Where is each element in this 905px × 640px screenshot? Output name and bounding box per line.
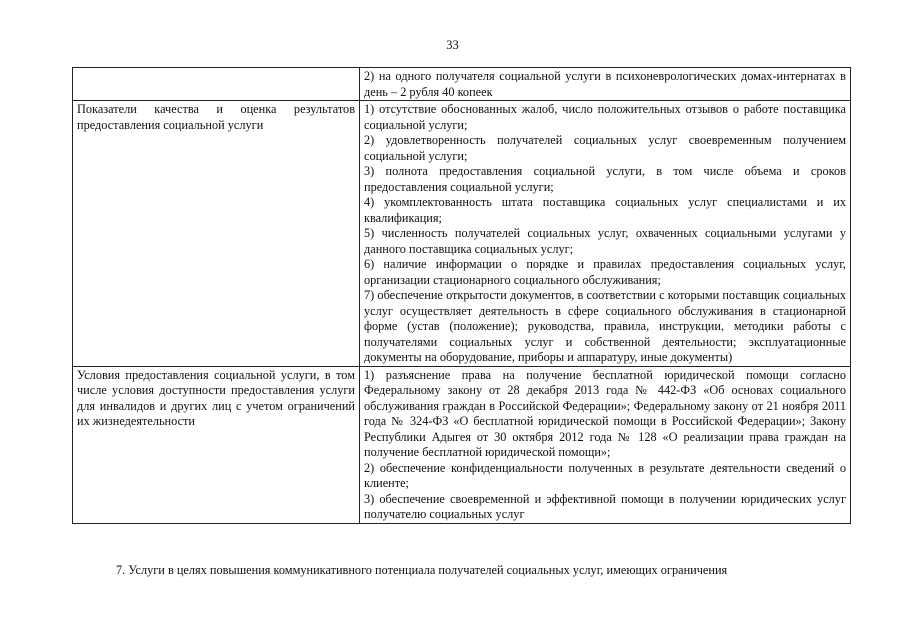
- section-7-heading: 7. Услуги в целях повышения коммуникативного потенциала получателей социальных услуг, имеющих ограничения: [116, 563, 728, 577]
- row-content-conditions: [360, 366, 851, 523]
- quality-item-7: 7) обеспечение открытости документов, в соответствии с которыми поставщик социальных услуг осуществляет деятельность в сфере социального обслуживания в стационарной форме (устав (положение); руководства, правила, инструкции, методики работы с получателями социальных услуг и собственной деятельности; эксплуатационные документы на оборудование, приборы и аппаратуру, иные документы): [364, 288, 846, 364]
- quality-item-3: 3) полнота предоставления социальной услуги, в том числе объема и сроков предоставления социальной услуги;: [364, 164, 846, 194]
- quality-item-2: 2) удовлетворенность получателей социальных услуг своевременным получением социальной услуги;: [364, 133, 846, 163]
- row-heading-quality: Показатели качества и оценка результатов предоставления социальной услуги: [73, 101, 360, 367]
- conditions-item-3: 3) обеспечение своевременной и эффективной помощи в получении юридических услуг получателю социальных услуг: [364, 491, 846, 521]
- conditions-item-2: 2) обеспечение конфиденциальности полученных в результате деятельности сведений о клиенте;: [364, 460, 846, 490]
- quality-item-4: 4) укомплектованность штата поставщика социальных услуг специалистами и их квалификация;: [364, 195, 846, 225]
- table-row-conditions: [73, 366, 851, 523]
- table-row-cost: [73, 68, 851, 101]
- conditions-item-1: 1) разъяснение права на получение бесплатной юридической помощи согласно Федеральному закону от 28 декабря 2013 года № 442-ФЗ «Об основах социального обслуживания граждан в Российской Федерации»; Федеральному закону от 21 ноября 2011 года № 324-ФЗ «О бесплатной юридической помощи в Российской Федерации»; Закону Республики Адыгея от 30 октября 2012 года № 128 «О реализации права граждан на получение бесплатной юридической помощи»;: [364, 367, 846, 459]
- services-table: [72, 67, 851, 524]
- quality-item-6: 6) наличие информации о порядке и правилах предоставления социальных услуг, организации стационарного социального обслуживания;: [364, 257, 846, 287]
- row-heading-cost: [73, 68, 360, 101]
- quality-item-1: 1) отсутствие обоснованных жалоб, число положительных отзывов о работе поставщика социальной услуги;: [364, 102, 846, 132]
- page-number: 33: [446, 38, 459, 52]
- row-heading-conditions: Условия предоставления социальной услуги, в том числе условия доступности предоставления услуги для инвалидов и других лиц с учетом ограничений их жизнедеятельности: [73, 366, 360, 523]
- row-content-quality: [360, 101, 851, 367]
- table-row-quality: [73, 101, 851, 367]
- row-content-cost: [360, 68, 851, 101]
- cost-item-2: 2) на одного получателя социальной услуги в психоневрологических домах-интернатах в день – 2 рубля 40 копеек: [364, 69, 846, 99]
- quality-item-5: 5) численность получателей социальных услуг, охваченных социальными услугами у данного поставщика социальных услуг;: [364, 226, 846, 256]
